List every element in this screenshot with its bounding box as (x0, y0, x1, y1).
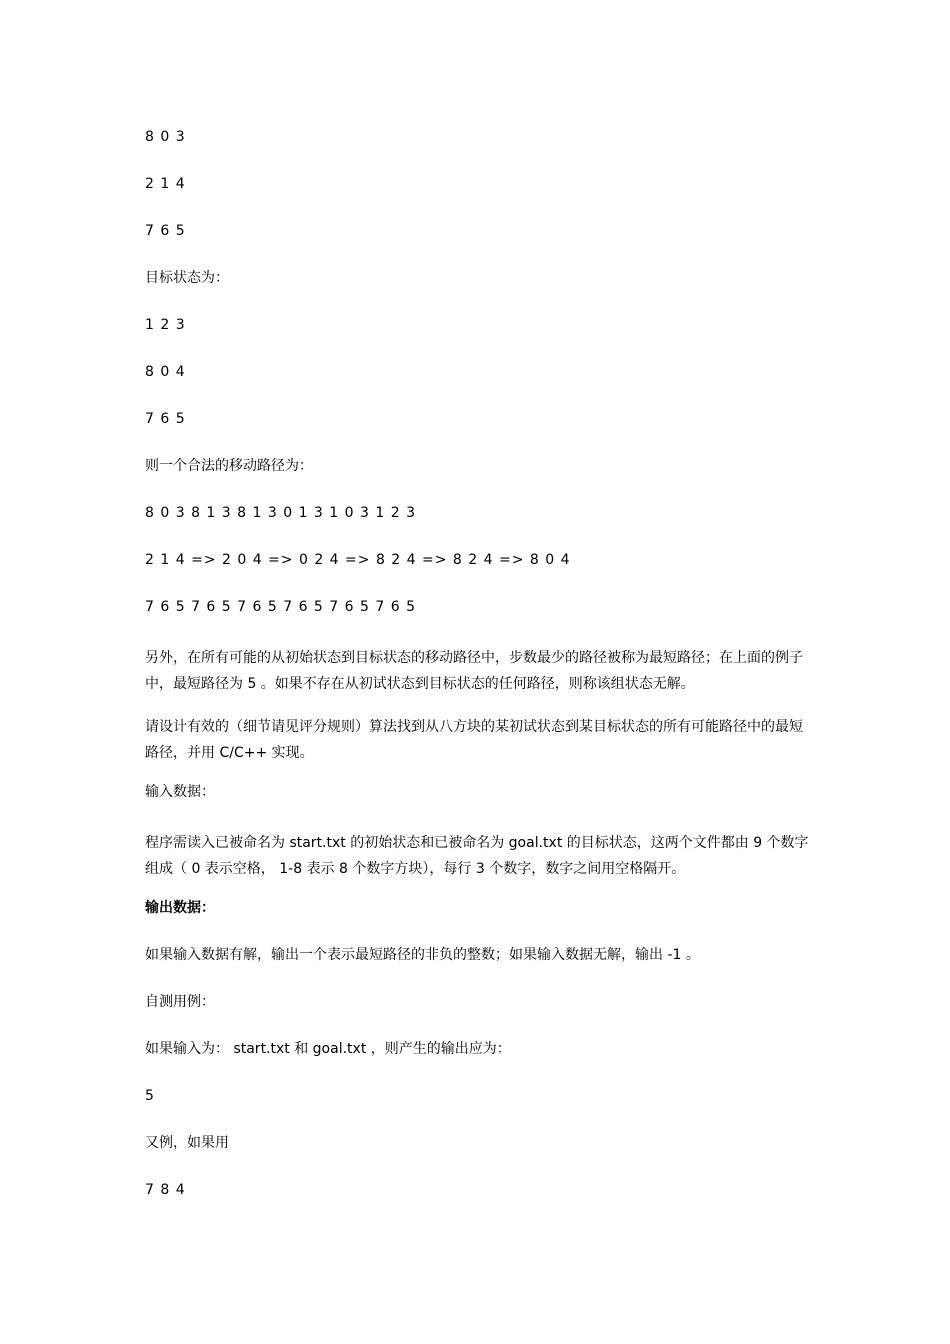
another-example-text: 又例，如果用 (145, 1135, 229, 1151)
output-heading: 输出数据： (145, 900, 215, 916)
input-paragraph: 程序需读入已被命名为 start.txt 的初始状态和已被命名为 goal.txt 的目标状态，这两个文件都由 9 个数字组成（ 0 表示空格， 1-8 表示 8 个数字方块），每行 3 个数字，数字之间用空格隔开。 (145, 835, 809, 877)
design-paragraph: 请设计有效的（细节请见评分规则）算法找到从八方块的某初试状态到某目标状态的所有可能路径中的最短路径，并用 C/C++ 实现。 (145, 719, 803, 761)
input-heading: 输入数据： (145, 784, 215, 800)
goal-state-row-2: 8 0 4 (145, 364, 186, 380)
goal-state-heading: 目标状态为： (145, 270, 229, 286)
start-state-row-1: 8 0 3 (145, 129, 186, 145)
path-row-2: 2 1 4 => 2 0 4 => 0 2 4 => 8 2 4 => 8 2 4 => 8 0 4 (145, 552, 571, 568)
goal-state-row-1: 1 2 3 (145, 317, 186, 333)
selftest-heading: 自测用例： (145, 994, 215, 1010)
path-row-1: 8 0 3 8 1 3 8 1 3 0 1 3 1 0 3 1 2 3 (145, 505, 416, 521)
start-state-row-2: 2 1 4 (145, 176, 186, 192)
start-state-row-3: 7 6 5 (145, 223, 186, 239)
output-paragraph: 如果输入数据有解，输出一个表示最短路径的非负的整数；如果输入数据无解，输出 -1 。 (145, 947, 700, 963)
example-row-1: 7 8 4 (145, 1182, 186, 1198)
shortest-path-paragraph: 另外，在所有可能的从初始状态到目标状态的移动路径中，步数最少的路径被称为最短路径；在上面的例子中，最短路径为 5 。如果不存在从初试状态到目标状态的任何路径，则称该组状态无解。 (145, 650, 803, 692)
document-page (145, 128, 810, 1228)
goal-state-row-3: 7 6 5 (145, 411, 186, 427)
selftest-result: 5 (145, 1088, 154, 1104)
path-row-3: 7 6 5 7 6 5 7 6 5 7 6 5 7 6 5 7 6 5 (145, 599, 416, 615)
selftest-paragraph: 如果输入为： start.txt 和 goal.txt ，则产生的输出应为： (145, 1041, 511, 1057)
legal-path-heading: 则一个合法的移动路径为： (145, 458, 313, 474)
